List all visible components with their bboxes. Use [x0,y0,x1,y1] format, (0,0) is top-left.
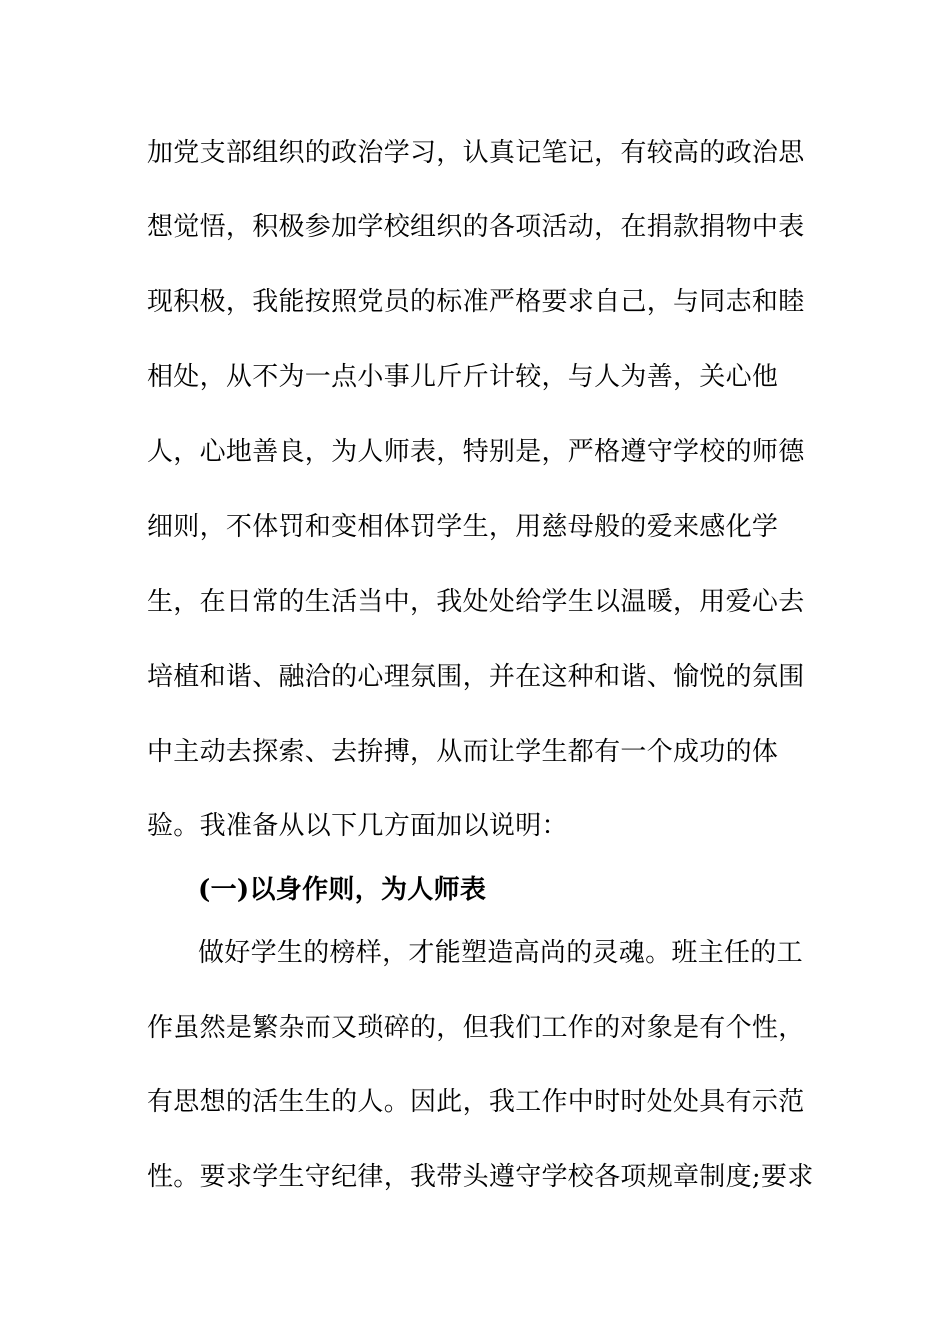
paragraph-line-12: 做好学生的榜样，才能塑造高尚的灵魂。班主任的工 [198,938,803,968]
paragraph-line-7: 生，在日常的生活当中，我处处给学生以温暖，用爱心去 [147,587,805,617]
paragraph-line-13: 作虽然是繁杂而又琐碎的，但我们工作的对象是有个性， [147,1013,805,1043]
paragraph-line-9: 中主动去探索、去拚搏，从而让学生都有一个成功的体 [147,737,779,767]
paragraph-line-10: 验。我准备从以下几方面加以说明： [147,811,568,841]
paragraph-line-3: 现积极，我能按照党员的标准严格要求自己，与同志和睦 [147,287,805,317]
paragraph-line-2: 想觉悟，积极参加学校组织的各项活动，在捐款捐物中表 [147,212,805,242]
paragraph-line-1: 加党支部组织的政治学习，认真记笔记，有较高的政治思 [147,138,805,168]
paragraph-line-5: 人，心地善良，为人师表，特别是，严格遵守学校的师德 [147,437,805,467]
paragraph-line-4: 相处，从不为一点小事儿斤斤计较，与人为善，关心他 [147,362,779,392]
paragraph-line-14: 有思想的活生生的人。因此，我工作中时时处处具有示范 [147,1087,805,1117]
paragraph-line-8: 培植和谐、融洽的心理氛围，并在这种和谐、愉悦的氛围 [147,662,805,692]
section-heading: (一)以身作则，为人师表 [198,875,487,905]
paragraph-line-6: 细则，不体罚和变相体罚学生，用慈母般的爱来感化学 [147,512,779,542]
paragraph-line-15: 性。要求学生守纪律，我带头遵守学校各项规章制度;要求 [147,1162,814,1192]
